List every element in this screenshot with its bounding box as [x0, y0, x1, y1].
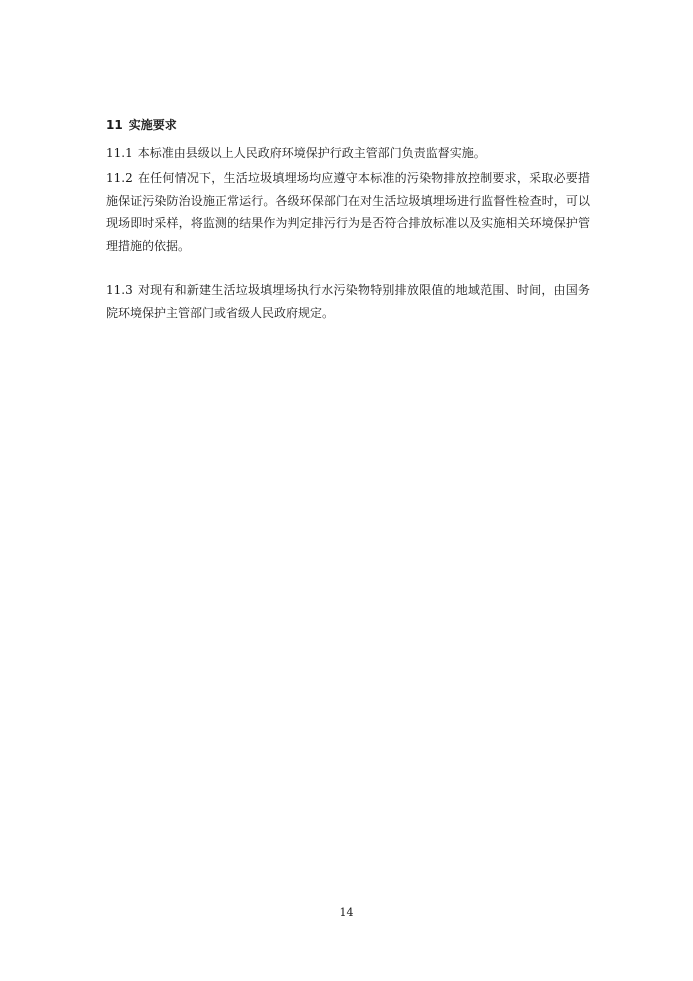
clause-text: 在任何情况下，生活垃圾填埋场均应遵守本标准的污染物排放控制要求，采取必要措施保证污染防治设施正常运行。各级环保部门在对生活垃圾填埋场进行监督性检查时，可以现场即时采样，将监测的结果作为判定排污行为是否符合排放标准以及实施相关环境保护管理措施的依据。 — [106, 171, 590, 253]
clause-text: 对现有和新建生活垃圾填埋场执行水污染物特别排放限值的地域范围、时间，由国务院环境保护主管部门或省级人民政府规定。 — [106, 283, 590, 320]
clause-11-3 — [106, 279, 590, 324]
section-heading — [106, 117, 177, 133]
clause-11-1 — [106, 142, 590, 165]
section-number: 11 — [106, 118, 123, 132]
clause-11-2 — [106, 167, 590, 257]
clause-number: 11.3 — [106, 283, 133, 297]
clause-text: 本标准由县级以上人民政府环境保护行政主管部门负责监督实施。 — [137, 146, 486, 160]
clause-number: 11.2 — [106, 171, 133, 185]
section-title: 实施要求 — [128, 118, 177, 132]
page-number: 14 — [339, 906, 354, 919]
clause-number: 11.1 — [106, 146, 133, 160]
